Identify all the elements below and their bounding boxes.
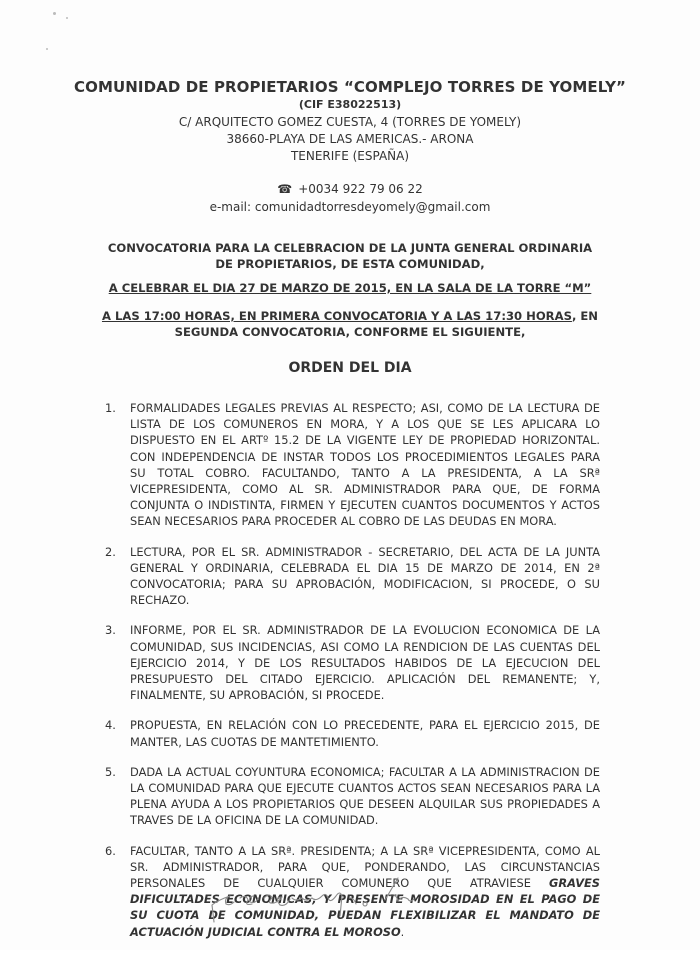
meeting-times-rest: , EN SEGUNDA CONVOCATORIA, CONFORME EL SIGUIENTE, xyxy=(174,309,599,339)
agenda-item xyxy=(105,764,600,829)
phone-line xyxy=(0,182,700,196)
signature-stroke xyxy=(212,878,414,922)
item-text-plain: FACULTAR, TANTO A LA SRª. PRESIDENTA; A LA SRª VICEPRESIDENTA, COMO AL SR. ADMINISTRADOR, PARA QUE, PONDERANDO, LAS CIRCUNSTANCIAS PERSONALES DE CUALQUIER COMUNERO QUE ATRAVIESE xyxy=(130,843,600,891)
item-text: INFORME, POR EL SR. ADMINISTRADOR DE LA EVOLUCION ECONOMICA DE LA COMUNIDAD, SUS INCIDENCIAS, ASI COMO LA RENDICION DE LAS CUENTAS DEL EJERCICIO 2014, Y DE LOS RESULTADOS HABIDOS DE LA EJECUCION DEL PRESUPUESTO DEL CITADO EJERCICIO. APLICACIÓN DEL REMANENTE; Y, FINALMENTE, SU APROBACIÓN, SI PROCEDE. xyxy=(130,623,600,703)
phone-number: +0034 922 79 06 22 xyxy=(298,182,423,196)
agenda-item xyxy=(105,622,600,703)
community-title: COMUNIDAD DE PROPIETARIOS “COMPLEJO TORRES DE YOMELY” xyxy=(73,78,627,96)
item-text: DADA LA ACTUAL COYUNTURA ECONOMICA; FACULTAR A LA ADMINISTRACION DE LA COMUNIDAD PARA QUE EJECUTE CUANTOS ACTOS SEAN NECESARIOS PARA LA PLENA AYUDA A LOS PROPIETARIOS QUE DESEEN ALQUILAR SUS PROPIEDADES A TRAVES DE LA OFICINA DE LA COMUNIDAD. xyxy=(130,764,600,828)
address-line-3: TENERIFE (ESPAÑA) xyxy=(290,149,410,163)
agenda-title: ORDEN DEL DIA xyxy=(288,360,412,376)
item-number: 1. xyxy=(105,401,116,415)
agenda-item xyxy=(105,544,600,609)
meeting-times: A LAS 17:00 HORAS, EN PRIMERA CONVOCATORIA Y A LAS 17:30 HORAS xyxy=(101,309,572,323)
meeting-date-line: A CELEBRAR EL DIA 27 DE MARZO DE 2015, EN LA SALA DE LA TORRE “M” xyxy=(108,281,592,295)
phone-icon: ☎ xyxy=(277,182,293,196)
agenda-item xyxy=(105,400,600,530)
scan-speck xyxy=(46,48,48,50)
convocatoria-heading: CONVOCATORIA PARA LA CELEBRACION DE LA JUNTA GENERAL ORDINARIA DE PROPIETARIOS, DE ESTA COMUNIDAD, xyxy=(107,241,593,271)
address-line-2: 38660-PLAYA DE LAS AMERICAS.- ARONA xyxy=(226,132,474,146)
meeting-time-line xyxy=(100,308,600,340)
scan-speck xyxy=(66,17,68,19)
agenda-item xyxy=(105,717,600,749)
scan-speck xyxy=(53,12,56,15)
handwritten-signature xyxy=(200,860,440,930)
item-text: FORMALIDADES LEGALES PREVIAS AL RESPECTO; ASI, COMO DE LA LECTURA DE LISTA DE LOS COMUNEROS EN MORA, Y A LOS QUE SE LES APLICARA LO DISPUESTO EN EL ARTº 15.2 DE LA VIGENTE LEY DE PROPIEDAD HORIZONTAL. CON INDEPENDENCIA DE INSTAR TODOS LOS PROCEDIMIENTOS LEGALES PARA SU TOTAL COBRO. FACULTANDO, TANTO A LA PRESIDENTA, A LA SRª VICEPRESIDENTA, COMO AL SR. ADMINISTRADOR PARA QUE, DE FORMA CONJUNTA O INDISTINTA, FIRMEN Y EJECUTEN CUANTOS DOCUMENTOS Y ACTOS SEAN NECESARIOS PARA PROCEDER AL COBRO DE LAS DEUDAS EN MORA. xyxy=(130,401,600,529)
item-number: 3. xyxy=(105,623,116,638)
item-text-emphasis: GRAVES DIFICULTADES ECONOMICAS, Y PRESENTE MOROSIDAD EN EL PAGO DE SU CUOTA DE COMUNIDAD, PUEDAN FLEXIBILIZAR EL MANDATO DE ACTUACIÓN JUDICIAL CONTRA EL MOROSO xyxy=(130,876,600,939)
cif: (CIF E38022513) xyxy=(298,98,402,111)
address-line-1: C/ ARQUITECTO GOMEZ CUESTA, 4 (TORRES DE YOMELY) xyxy=(178,115,522,129)
email-line[interactable]: e-mail: comunidadtorresdeyomely@gmail.com xyxy=(209,200,491,214)
item-text: LECTURA, POR EL SR. ADMINISTRADOR - SECRETARIO, DEL ACTA DE LA JUNTA GENERAL Y ORDINARIA, CELEBRADA EL DIA 15 DE MARZO DE 2014, EN 2ª CONVOCATORIA; PARA SU APROBACIÓN, MODIFICACION, SI PROCEDE, O SU RECHAZO. xyxy=(130,544,600,608)
item-number: 5. xyxy=(105,764,116,779)
item-number: 4. xyxy=(105,718,116,733)
item-text-tail: . xyxy=(400,924,405,939)
item-number: 6. xyxy=(105,843,116,858)
item-number: 2. xyxy=(105,544,116,559)
item-text: PROPUESTA, EN RELACIÓN CON LO PRECEDENTE, PARA EL EJERCICIO 2015, DE MANTER, LAS CUOTAS DE MANTETIMIENTO. xyxy=(130,718,600,749)
